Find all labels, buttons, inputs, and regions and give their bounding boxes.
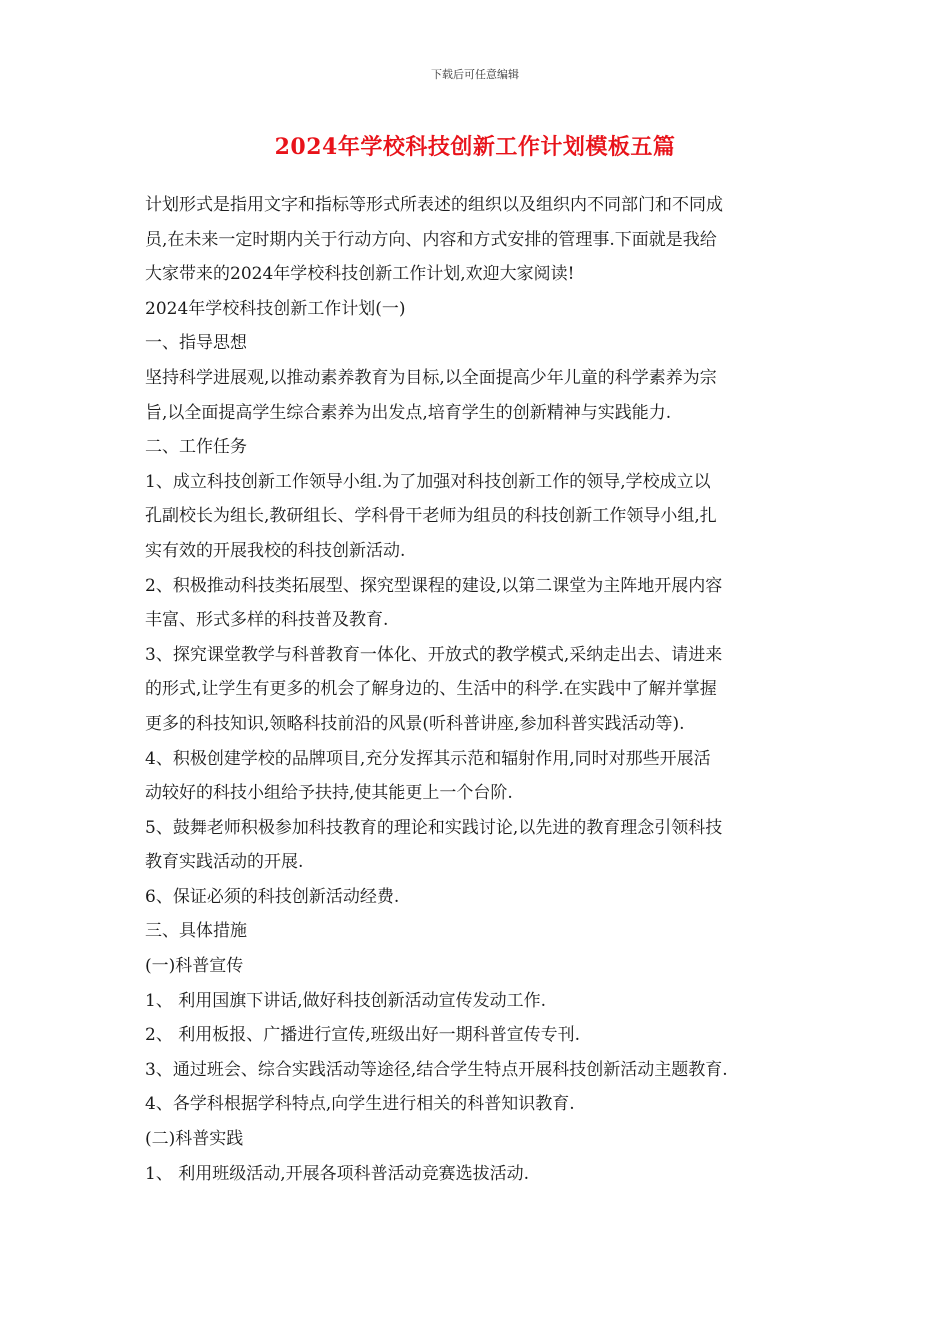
subsection-heading: (一)科普宣传	[145, 956, 244, 977]
body-line: 1、 利用国旗下讲话,做好科技创新活动宣传发动工作.	[145, 990, 547, 1011]
body-line: 丰富、形式多样的科技普及教育.	[145, 610, 389, 631]
body-line: 4、各学科根据学科特点,向学生进行相关的科普知识教育.	[145, 1094, 575, 1115]
section-heading: 二、工作任务	[145, 437, 247, 458]
body-line: 孔副校长为组长,教研组长、学科骨干老师为组员的科技创新工作领导小组,扎	[145, 506, 717, 527]
section-heading: 一、指导思想	[145, 333, 247, 354]
subsection-heading: (二)科普实践	[145, 1129, 244, 1150]
body-line: 动较好的科技小组给予扶持,使其能更上一个台阶.	[145, 783, 513, 804]
page-header-note: 下载后可任意编辑	[431, 68, 519, 81]
body-line: 3、通过班会、综合实践活动等途径,结合学生特点开展科技创新活动主题教育.	[145, 1059, 728, 1080]
body-line: 实有效的开展我校的科技创新活动.	[145, 540, 406, 561]
document-title: 2024年学校科技创新工作计划模板五篇	[274, 134, 676, 160]
body-line: 6、保证必须的科技创新活动经费.	[145, 886, 400, 907]
body-line: 更多的科技知识,领略科技前沿的风景(听科普讲座,参加科普实践活动等).	[145, 713, 685, 734]
body-line: 大家带来的2024年学校科技创新工作计划,欢迎大家阅读!	[145, 264, 575, 285]
body-line: 员,在未来一定时期内关于行动方向、内容和方式安排的管理事.下面就是我给	[145, 229, 717, 250]
document-body	[145, 188, 813, 1191]
body-line: 1、成立科技创新工作领导小组.为了加强对科技创新工作的领导,学校成立以	[145, 471, 711, 492]
body-line: 坚持科学进展观,以推动素养教育为目标,以全面提高少年儿童的科学素养为宗	[145, 367, 717, 388]
section-heading: 三、具体措施	[145, 921, 247, 942]
body-line: 旨,以全面提高学生综合素养为出发点,培育学生的创新精神与实践能力.	[145, 402, 672, 423]
body-line: 教育实践活动的开展.	[145, 852, 304, 873]
section-heading: 2024年学校科技创新工作计划(一)	[145, 298, 406, 319]
body-line: 1、 利用班级活动,开展各项科普活动竞赛选拔活动.	[145, 1163, 530, 1184]
body-line: 2、 利用板报、广播进行宣传,班级出好一期科普宣传专刊.	[145, 1025, 581, 1046]
body-line: 计划形式是指用文字和指标等形式所表述的组织以及组织内不同部门和不同成	[145, 195, 723, 215]
body-line: 2、积极推动科技类拓展型、探究型课程的建设,以第二课堂为主阵地开展内容	[145, 575, 723, 596]
body-line: 的形式,让学生有更多的机会了解身边的、生活中的科学.在实践中了解并掌握	[145, 679, 717, 700]
body-line: 5、鼓舞老师积极参加科技教育的理论和实践讨论,以先进的教育理念引领科技	[145, 817, 723, 838]
body-line: 4、积极创建学校的品牌项目,充分发挥其示范和辐射作用,同时对那些开展活	[145, 748, 711, 769]
body-line: 3、探究课堂教学与科普教育一体化、开放式的教学模式,采纳走出去、请进来	[145, 644, 723, 665]
